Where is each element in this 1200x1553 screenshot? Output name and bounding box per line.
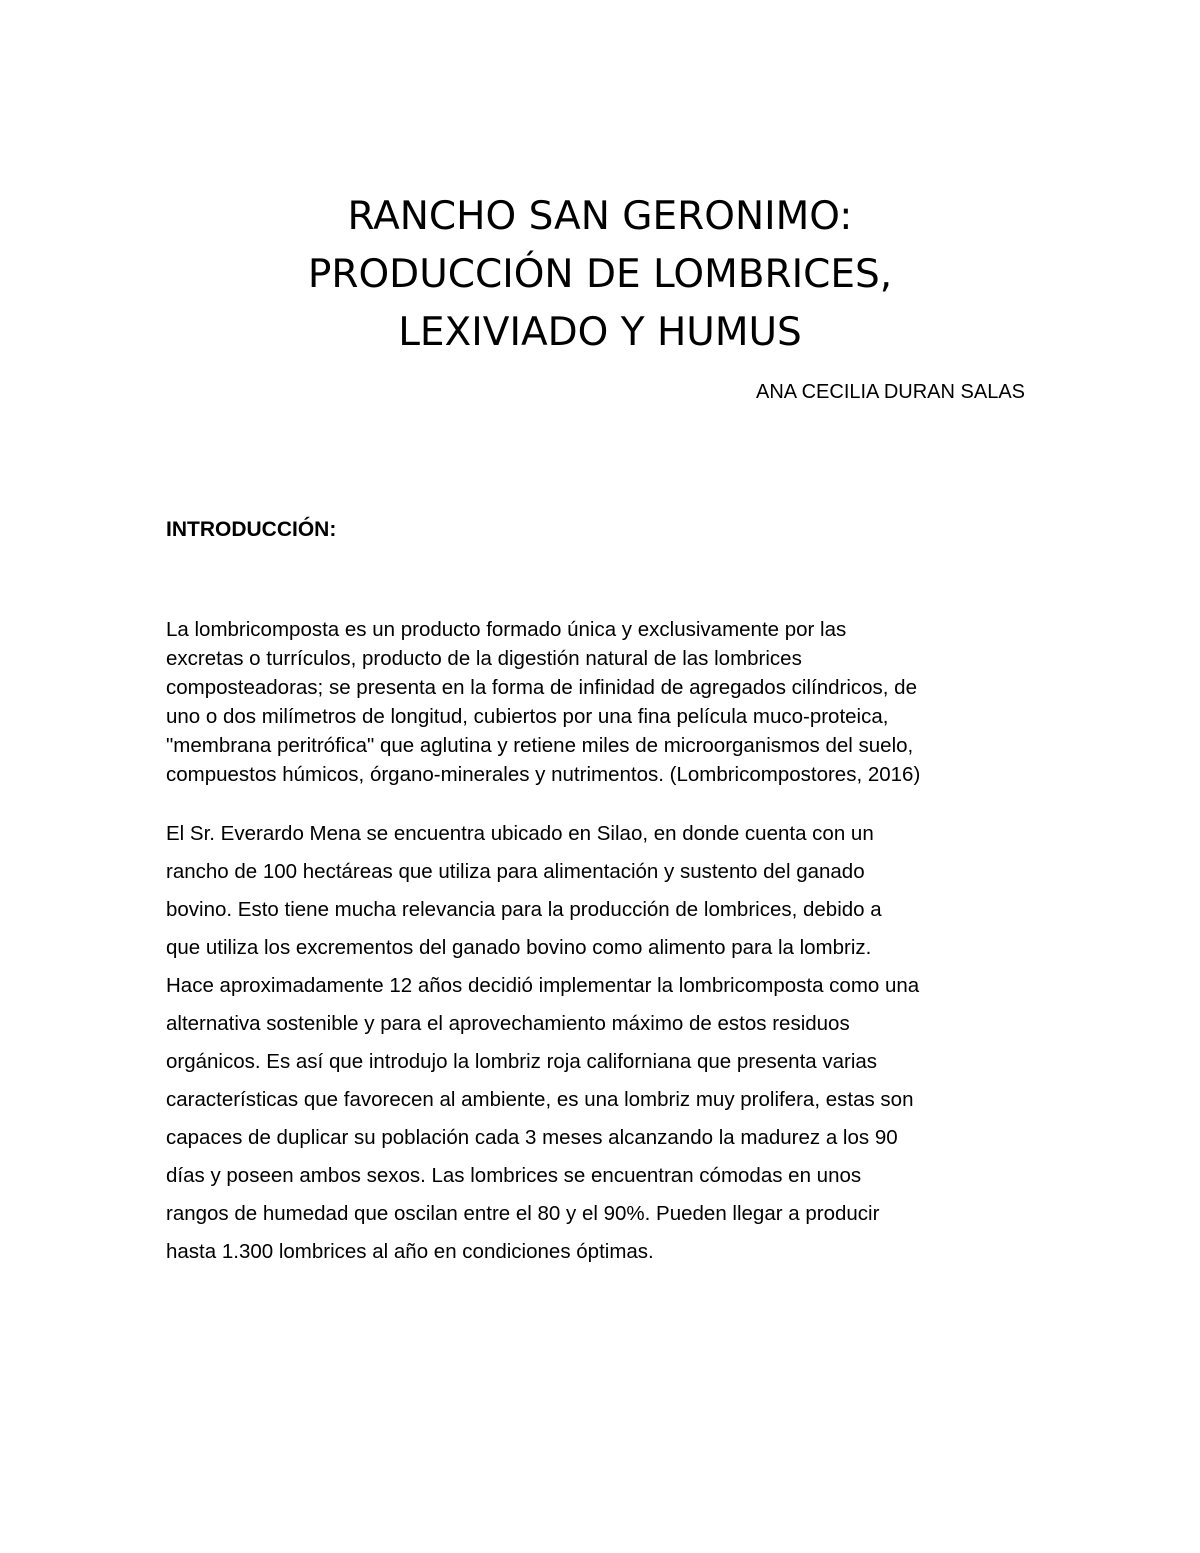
text-line: bovino. Esto tiene mucha relevancia para la producción de lombrices, debido a [166,898,882,921]
text-line: uno o dos milímetros de longitud, cubiertos por una fina película muco-proteica, [166,705,889,728]
text-line: composteadoras; se presenta en la forma de infinidad de agregados cilíndricos, de [166,676,917,699]
text-line: hasta 1.300 lombrices al año en condiciones óptimas. [166,1240,654,1263]
text-line: rangos de humedad que oscilan entre el 80 y el 90%. Pueden llegar a producir [166,1202,880,1225]
text-line: La lombricomposta es un producto formado única y exclusivamente por las [166,618,847,641]
text-line: características que favorecen al ambiente, es una lombriz muy prolifera, estas son [166,1088,914,1111]
text-line: orgánicos. Es así que introdujo la lombriz roja californiana que presenta varias [166,1050,878,1073]
text-line: días y poseen ambos sexos. Las lombrices se encuentran cómodas en unos [166,1164,862,1187]
text-line: alternativa sostenible y para el aprovechamiento máximo de estos residuos [166,1012,850,1035]
title-line: PRODUCCIÓN DE LOMBRICES, [307,252,893,297]
text-line: El Sr. Everardo Mena se encuentra ubicado en Silao, en donde cuenta con un [166,822,874,845]
section-heading: INTRODUCCIÓN: [166,518,337,541]
document-title [170,188,1030,362]
title-line: LEXIVIADO Y HUMUS [398,310,802,355]
title-line: RANCHO SAN GERONIMO: [347,194,853,239]
intro-paragraph-1 [166,615,1046,789]
intro-paragraph-2 [166,815,1046,1271]
text-line: "membrana peritrófica" que aglutina y retiene miles de microorganismos del suelo, [166,734,914,757]
text-line: que utiliza los excrementos del ganado bovino como alimento para la lombriz. [166,936,872,959]
author-name: ANA CECILIA DURAN SALAS [756,381,1025,403]
text-line: capaces de duplicar su población cada 3 meses alcanzando la madurez a los 90 [166,1126,898,1149]
text-line: rancho de 100 hectáreas que utiliza para alimentación y sustento del ganado [166,860,865,883]
text-line: Hace aproximadamente 12 años decidió implementar la lombricomposta como una [166,974,920,997]
text-line: compuestos húmicos, órgano-minerales y nutrimentos. (Lombricompostores, 2016) [166,763,921,786]
text-line: excretas o turrículos, producto de la digestión natural de las lombrices [166,647,802,670]
